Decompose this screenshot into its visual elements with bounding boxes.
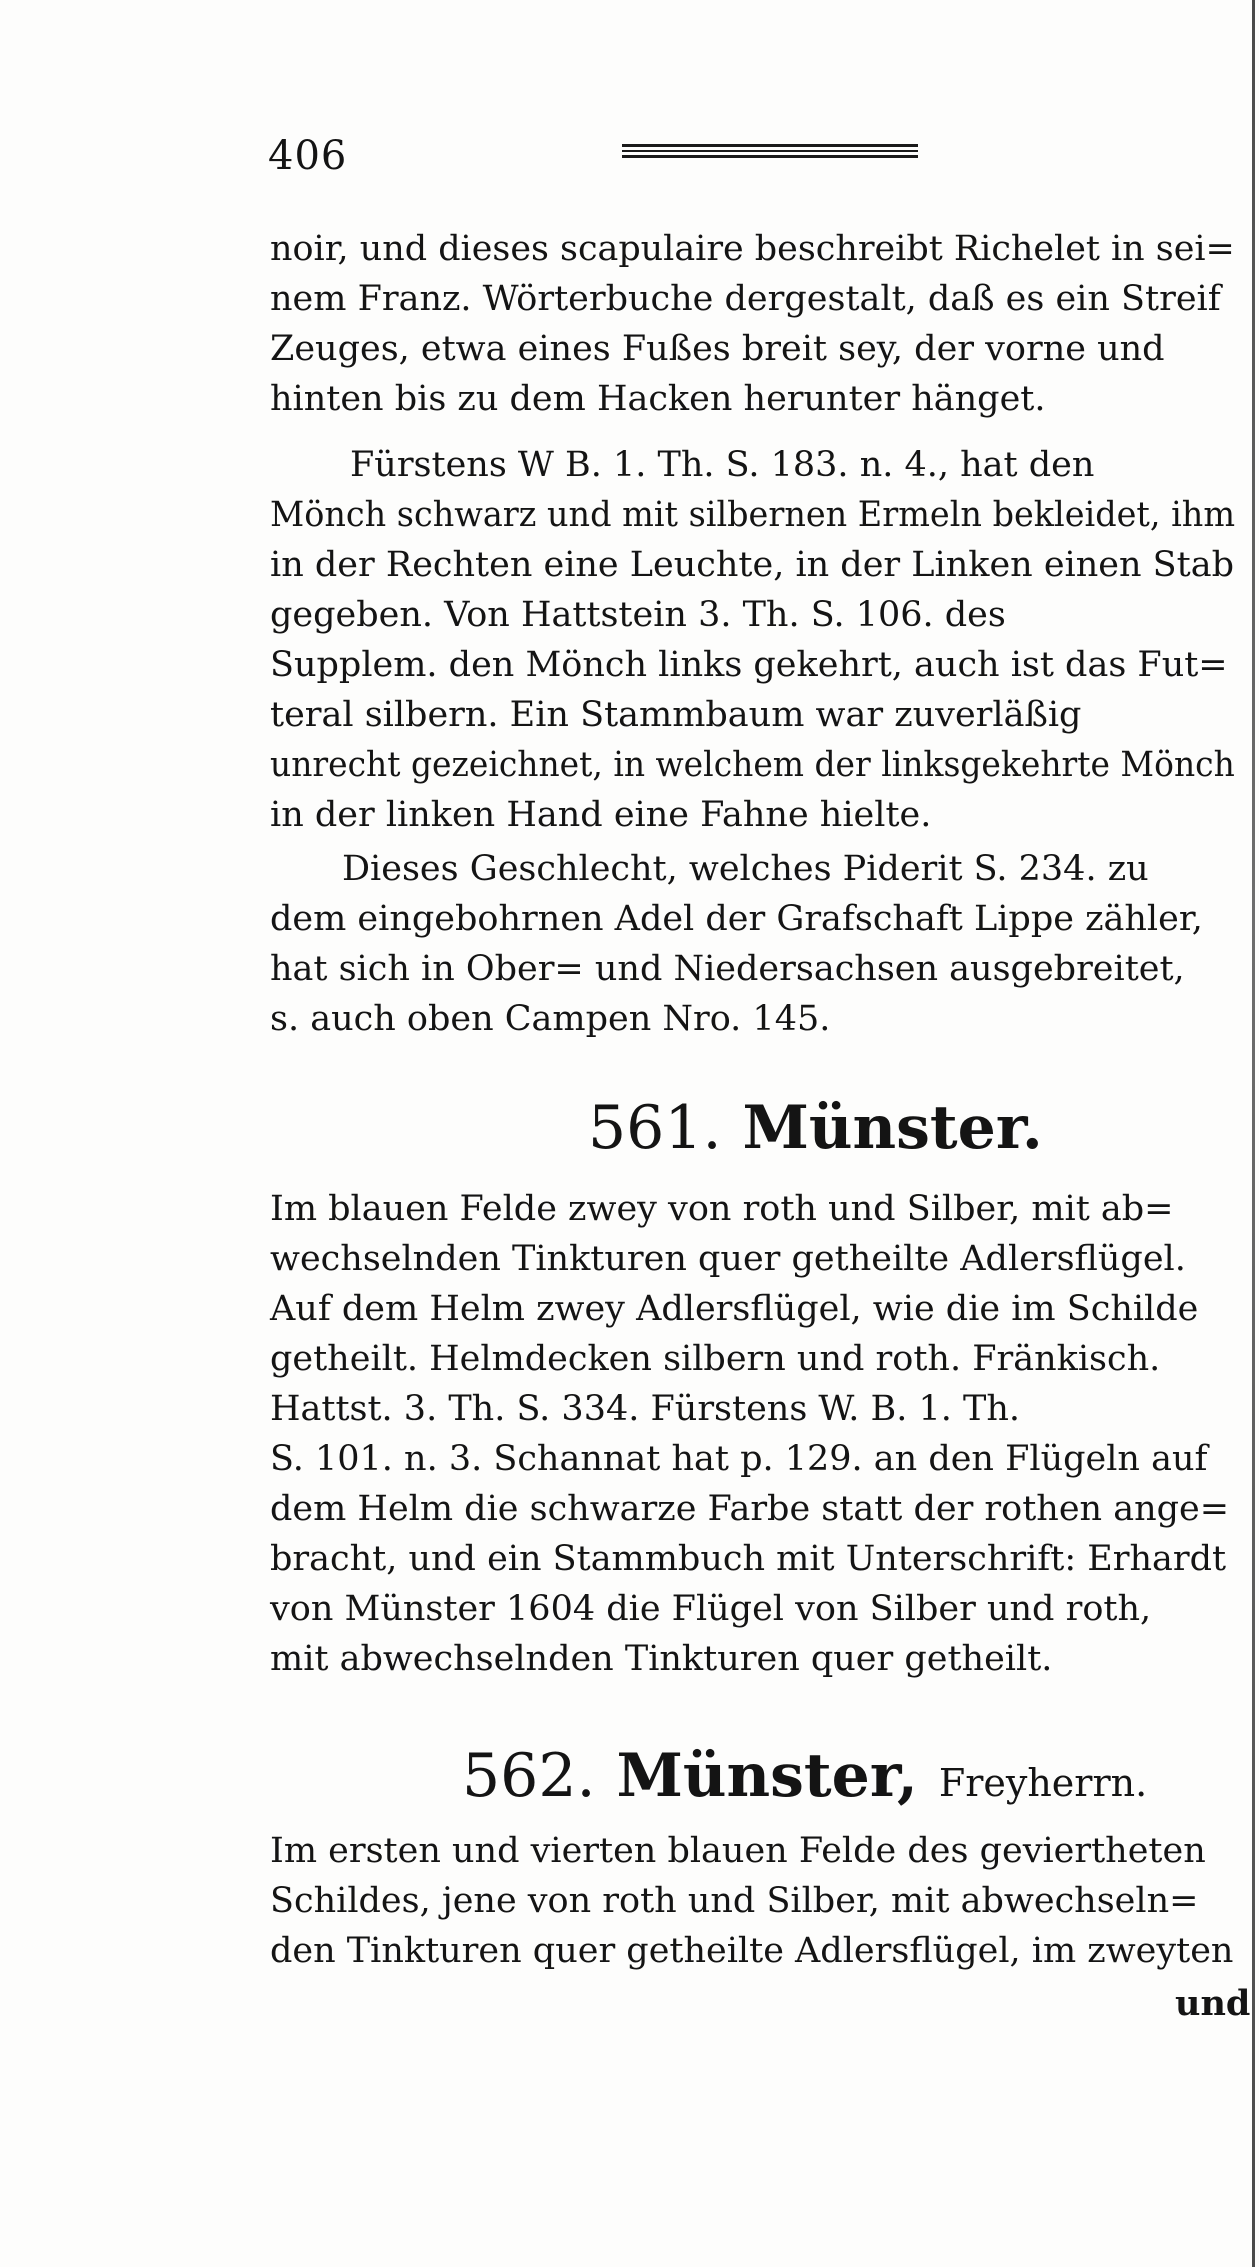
text-line: dem Helm die schwarze Farbe statt der rothen ange= [270, 1489, 1230, 1529]
text-line: Auf dem Helm zwey Adlersflügel, wie die im Schilde [270, 1289, 1199, 1329]
text-line: hinten bis zu dem Hacken herunter hänget. [270, 379, 1046, 419]
section-number: 561. [588, 1093, 722, 1163]
text-line: Supplem. den Mönch links gekehrt, auch ist das Fut= [270, 645, 1228, 685]
text-line: dem eingebohrnen Adel der Grafschaft Lippe zähler, [270, 899, 1203, 939]
text-line: Im ersten und vierten blauen Felde des geviertheten [270, 1831, 1206, 1871]
text-line: teral silbern. Ein Stammbaum war zuverläßig [270, 695, 1082, 735]
text-line: S. 101. n. 3. Schannat hat p. 129. an den Flügeln auf [270, 1439, 1208, 1479]
text-line: bracht, und ein Stammbuch mit Unterschrift: Erhardt [270, 1539, 1227, 1579]
section-heading-561 [588, 1093, 1043, 1163]
page-number: 406 [268, 133, 348, 179]
section-title: Münster, [616, 1741, 918, 1811]
text-line: getheilt. Helmdecken silbern und roth. Fränkisch. [270, 1339, 1161, 1379]
text-line: unrecht gezeichnet, in welchem der linksgekehrte Mönch [270, 745, 1235, 785]
text-line: noir, und dieses scapulaire beschreibt Richelet in sei= [270, 229, 1235, 269]
text-line: hat sich in Ober= und Niedersachsen ausgebreitet, [270, 949, 1185, 989]
text-line: Dieses Geschlecht, welches Piderit S. 234. zu [342, 849, 1149, 889]
text-line: Fürstens W B. 1. Th. S. 183. n. 4., hat den [350, 445, 1095, 485]
header-rule-ornament [622, 144, 918, 158]
text-line: Im blauen Felde zwey von roth und Silber, mit ab= [270, 1189, 1174, 1229]
text-line: Schildes, jene von roth und Silber, mit abwechseln= [270, 1881, 1199, 1921]
section-subtitle: Freyherrn. [938, 1761, 1148, 1805]
text-line: Mönch schwarz und mit silbernen Ermeln bekleidet, ihm [270, 495, 1236, 535]
text-line: nem Franz. Wörterbuche dergestalt, daß es ein Streif [270, 279, 1221, 319]
section-title: Münster. [742, 1093, 1043, 1163]
text-line: in der Rechten eine Leuchte, in der Linken einen Stab [270, 545, 1234, 585]
section-heading-562 [462, 1741, 1148, 1811]
text-line: mit abwechselnden Tinkturen quer getheilt. [270, 1639, 1053, 1679]
text-line: von Münster 1604 die Flügel von Silber und roth, [270, 1589, 1152, 1629]
text-line: den Tinkturen quer getheilte Adlersflügel, im zweyten [270, 1931, 1234, 1971]
section-number: 562. [462, 1741, 596, 1811]
page-edge-shadow [1252, 0, 1255, 2267]
catchword: und [1175, 1983, 1251, 2024]
text-line: wechselnden Tinkturen quer getheilte Adlersflügel. [270, 1239, 1186, 1279]
text-line: in der linken Hand eine Fahne hielte. [270, 795, 932, 835]
text-line: Hattst. 3. Th. S. 334. Fürstens W. B. 1. Th. [270, 1389, 1021, 1429]
text-line: s. auch oben Campen Nro. 145. [270, 999, 831, 1039]
text-line: gegeben. Von Hattstein 3. Th. S. 106. des [270, 595, 1006, 635]
text-line: Zeuges, etwa eines Fußes breit sey, der vorne und [270, 329, 1165, 369]
